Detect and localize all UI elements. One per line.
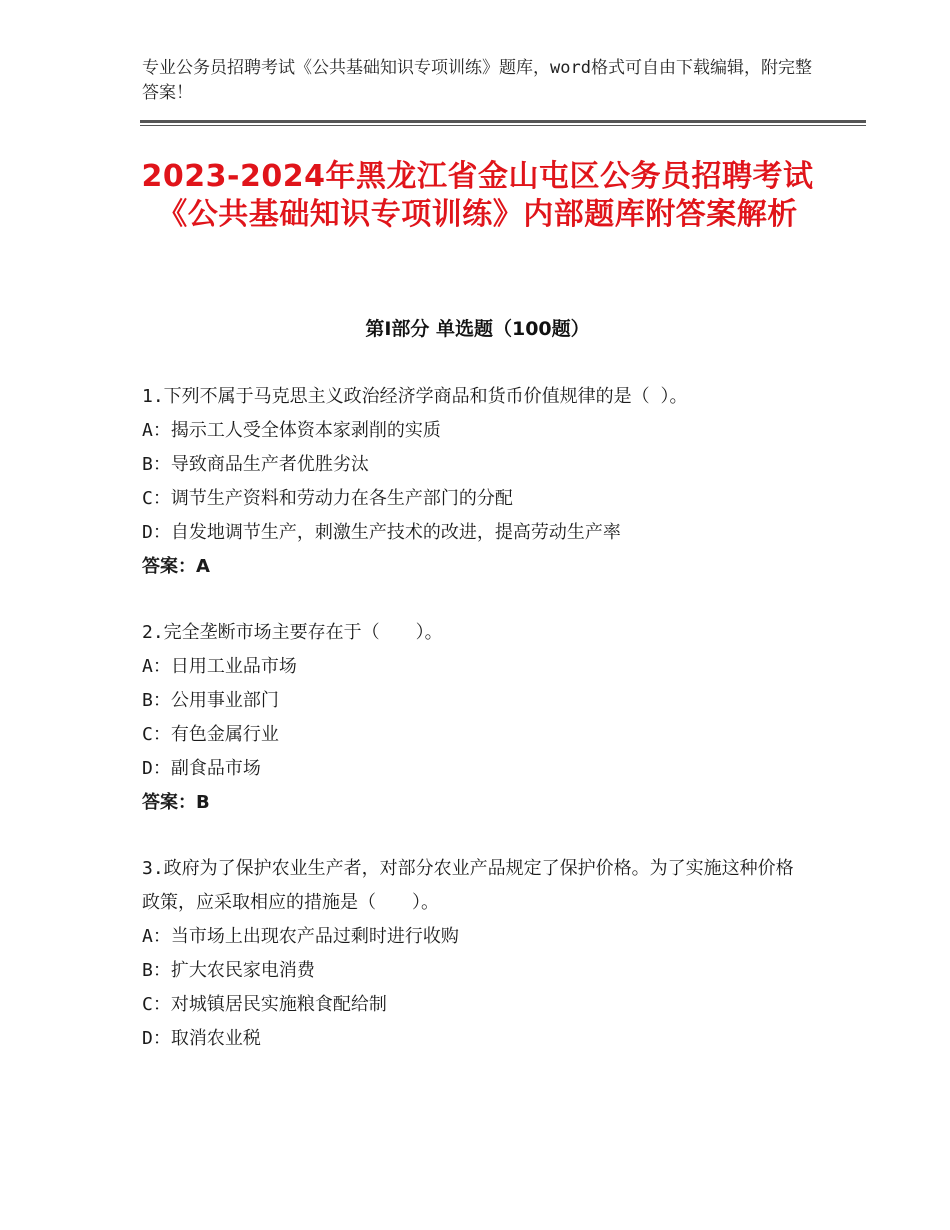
- option-d: D：取消农业税: [142, 1028, 261, 1049]
- question-2: [142, 616, 802, 820]
- question-stem: 3.政府为了保护农业生产者，对部分农业产品规定了保护价格。为了实施这种价格政策，应采取相应的措施是（ ）。: [142, 858, 794, 913]
- question-stem: 1.下列不属于马克思主义政治经济学商品和货币价值规律的是（ ）。: [142, 386, 688, 407]
- option-d: D：自发地调节生产，刺激生产技术的改进，提高劳动生产率: [142, 522, 621, 543]
- option-a: A：揭示工人受全体资本家剥削的实质: [142, 420, 441, 441]
- section-title: 第Ⅰ部分 单选题（100题）: [365, 318, 590, 340]
- option-b: B：导致商品生产者优胜劣汰: [142, 454, 369, 475]
- question-1: [142, 380, 802, 584]
- option-a: A：当市场上出现农产品过剩时进行收购: [142, 926, 459, 947]
- option-c: C：对城镇居民实施粮食配给制: [142, 994, 387, 1015]
- option-d: D：副食品市场: [142, 758, 261, 779]
- option-b: B：扩大农民家电消费: [142, 960, 315, 981]
- option-c: C：有色金属行业: [142, 724, 279, 745]
- question-list: [142, 380, 802, 1088]
- answer: 答案：A: [142, 556, 210, 577]
- question-stem: 2.完全垄断市场主要存在于（ ）。: [142, 622, 443, 643]
- option-a: A：日用工业品市场: [142, 656, 297, 677]
- header-divider-thick: [140, 120, 866, 123]
- header-divider-thin: [140, 125, 866, 126]
- question-3: [142, 852, 802, 1056]
- answer: 答案：B: [142, 792, 210, 813]
- header-note: 专业公务员招聘考试《公共基础知识专项训练》题库，word格式可自由下载编辑，附完整答案！: [142, 58, 812, 103]
- option-b: B：公用事业部门: [142, 690, 279, 711]
- document-title: 2023-2024年黑龙江省金山屯区公务员招聘考试《公共基础知识专项训练》内部题库附答案解析: [141, 159, 814, 232]
- option-c: C：调节生产资料和劳动力在各生产部门的分配: [142, 488, 513, 509]
